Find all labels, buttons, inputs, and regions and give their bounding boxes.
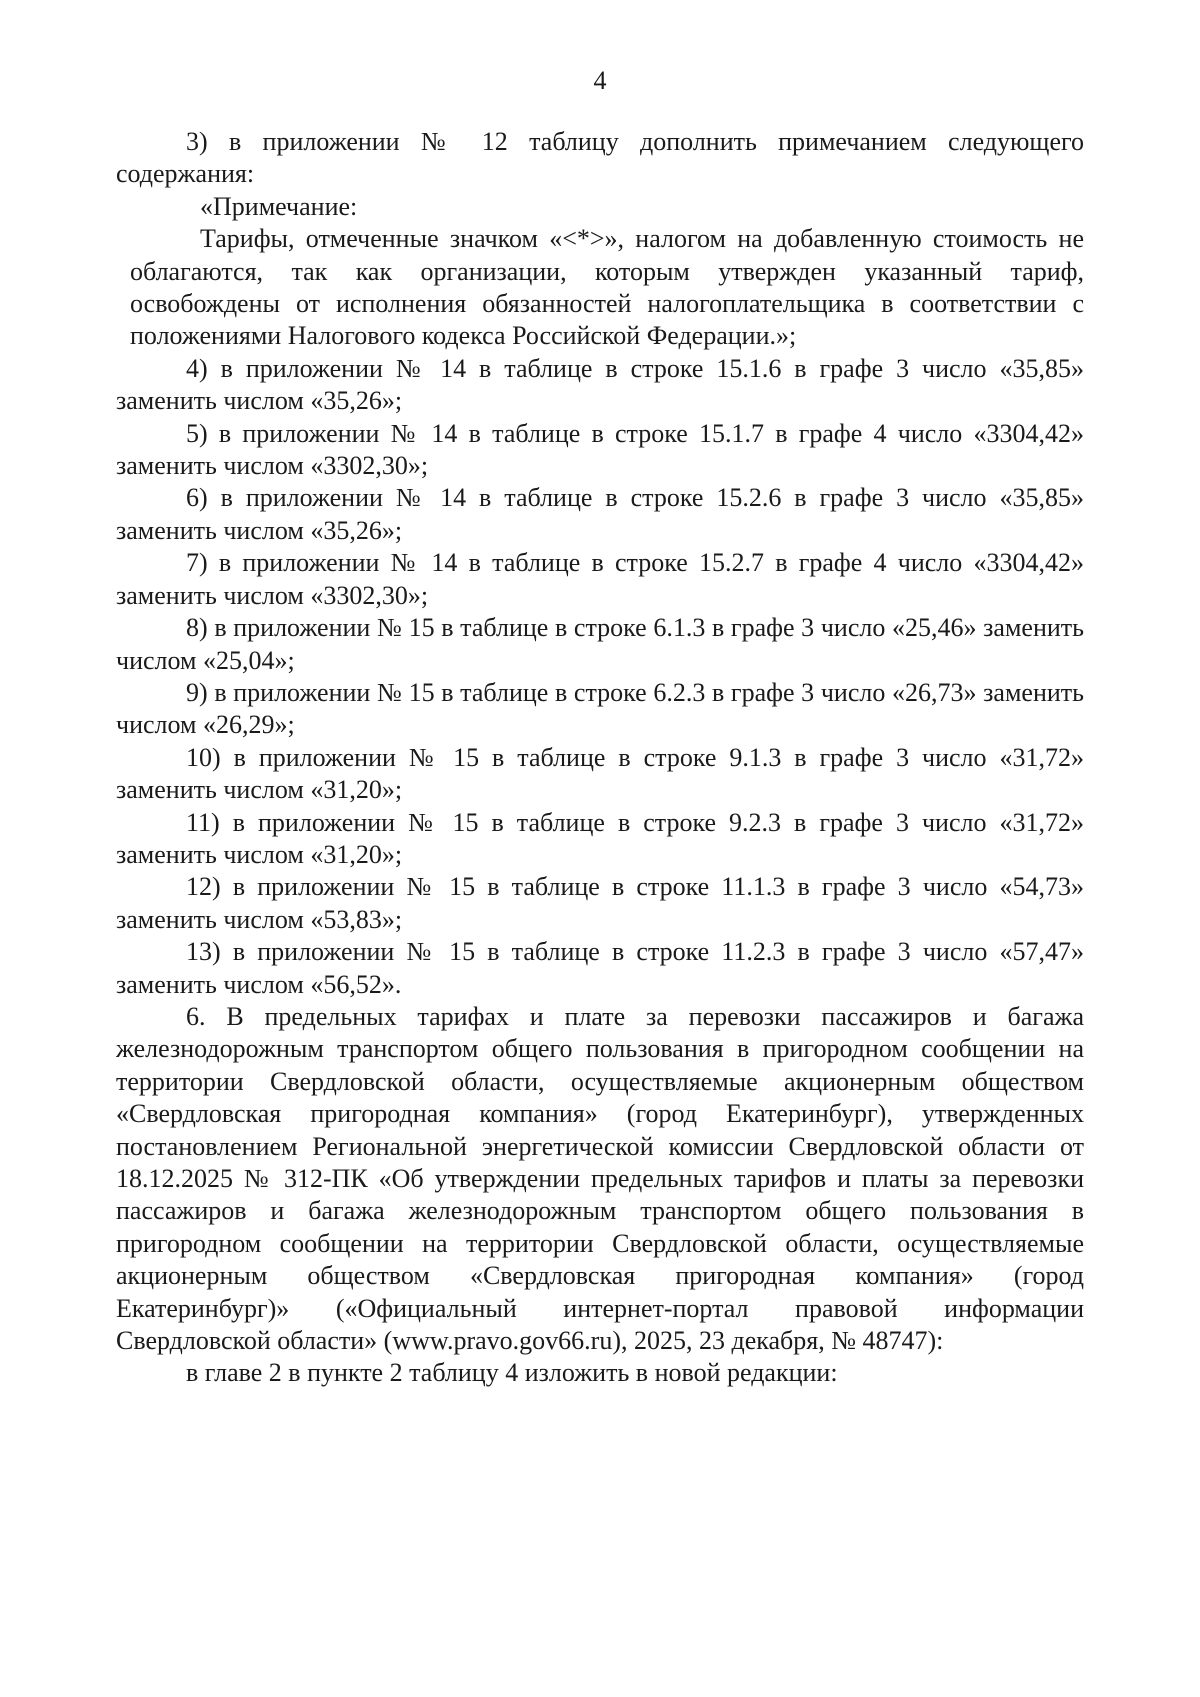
- paragraph-item-6: 6) в приложении № 14 в таблице в строке 15.2.6 в графе 3 число «35,85» заменить числом «35,26»;: [116, 483, 1084, 545]
- paragraph-item-13: 13) в приложении № 15 в таблице в строке 11.2.3 в графе 3 число «57,47» заменить числом «56,52».: [116, 937, 1084, 999]
- paragraph-item-8: 8) в приложении № 15 в таблице в строке 6.1.3 в графе 3 число «25,46» заменить числом «25,04»;: [116, 613, 1084, 675]
- page-number: 4: [593, 66, 607, 95]
- paragraph-item-7: 7) в приложении № 14 в таблице в строке 15.2.7 в графе 4 число «3304,42» заменить числом «3302,30»;: [116, 548, 1084, 610]
- paragraph-note-text: Тарифы, отмеченные значком «<*>», налогом на добавленную стоимость не облагаются, так как организации, которым утвержден указанный тариф, освобождены от исполнения обязанностей налогоплательщика в соответствии с положениями Налогового кодекса Российской Федерации.»;: [130, 224, 1084, 351]
- paragraph-chapter-2: в главе 2 в пункте 2 таблицу 4 изложить в новой редакции:: [186, 1358, 838, 1388]
- paragraph-item-10: 10) в приложении № 15 в таблице в строке 9.1.3 в графе 3 число «31,72» заменить числом «31,20»;: [116, 742, 1084, 805]
- paragraph-item-12: 12) в приложении № 15 в таблице в строке 11.1.3 в графе 3 число «54,73» заменить числом «53,83»;: [116, 872, 1084, 934]
- document-body: [116, 126, 1084, 1390]
- paragraph-section-6: 6. В предельных тарифах и плате за перевозки пассажиров и багажа железнодорожным транспортом общего пользования в пригородном сообщении на территории Свердловской области, осуществляемые акционерным обществом «Свердловская пригородная компания» (город Екатеринбург), утвержденных постановлением Региональной энергетической комиссии Свердловской области от 18.12.2025 № 312-ПК «Об утверждении предельных тарифов и платы за перевозки пассажиров и багажа железнодорожным транспортом общего пользования в пригородном сообщении на территории Свердловской области, осуществляемые акционерным обществом «Свердловская пригородная компания» (город Екатеринбург)» («Официальный интернет-портал правовой информации Свердловской области» (www.pravo.gov66.ru), 2025, 23 декабря, № 48747):: [116, 1001, 1084, 1356]
- paragraph-item-11: 11) в приложении № 15 в таблице в строке 9.2.3 в графе 3 число «31,72» заменить числом «31,20»;: [116, 807, 1084, 869]
- paragraph-note-heading: «Примечание:: [200, 191, 358, 221]
- paragraph-item-5: 5) в приложении № 14 в таблице в строке 15.1.7 в графе 4 число «3304,42» заменить числом «3302,30»;: [116, 418, 1084, 481]
- paragraph-item-9: 9) в приложении № 15 в таблице в строке 6.2.3 в графе 3 число «26,73» заменить числом «26,29»;: [116, 677, 1084, 740]
- paragraph-item-4: 4) в приложении № 14 в таблице в строке 15.1.6 в графе 3 число «35,85» заменить числом «35,26»;: [116, 353, 1084, 416]
- paragraph-item-3: 3) в приложении № 12 таблицу дополнить примечанием следующего содержания:: [116, 127, 1084, 189]
